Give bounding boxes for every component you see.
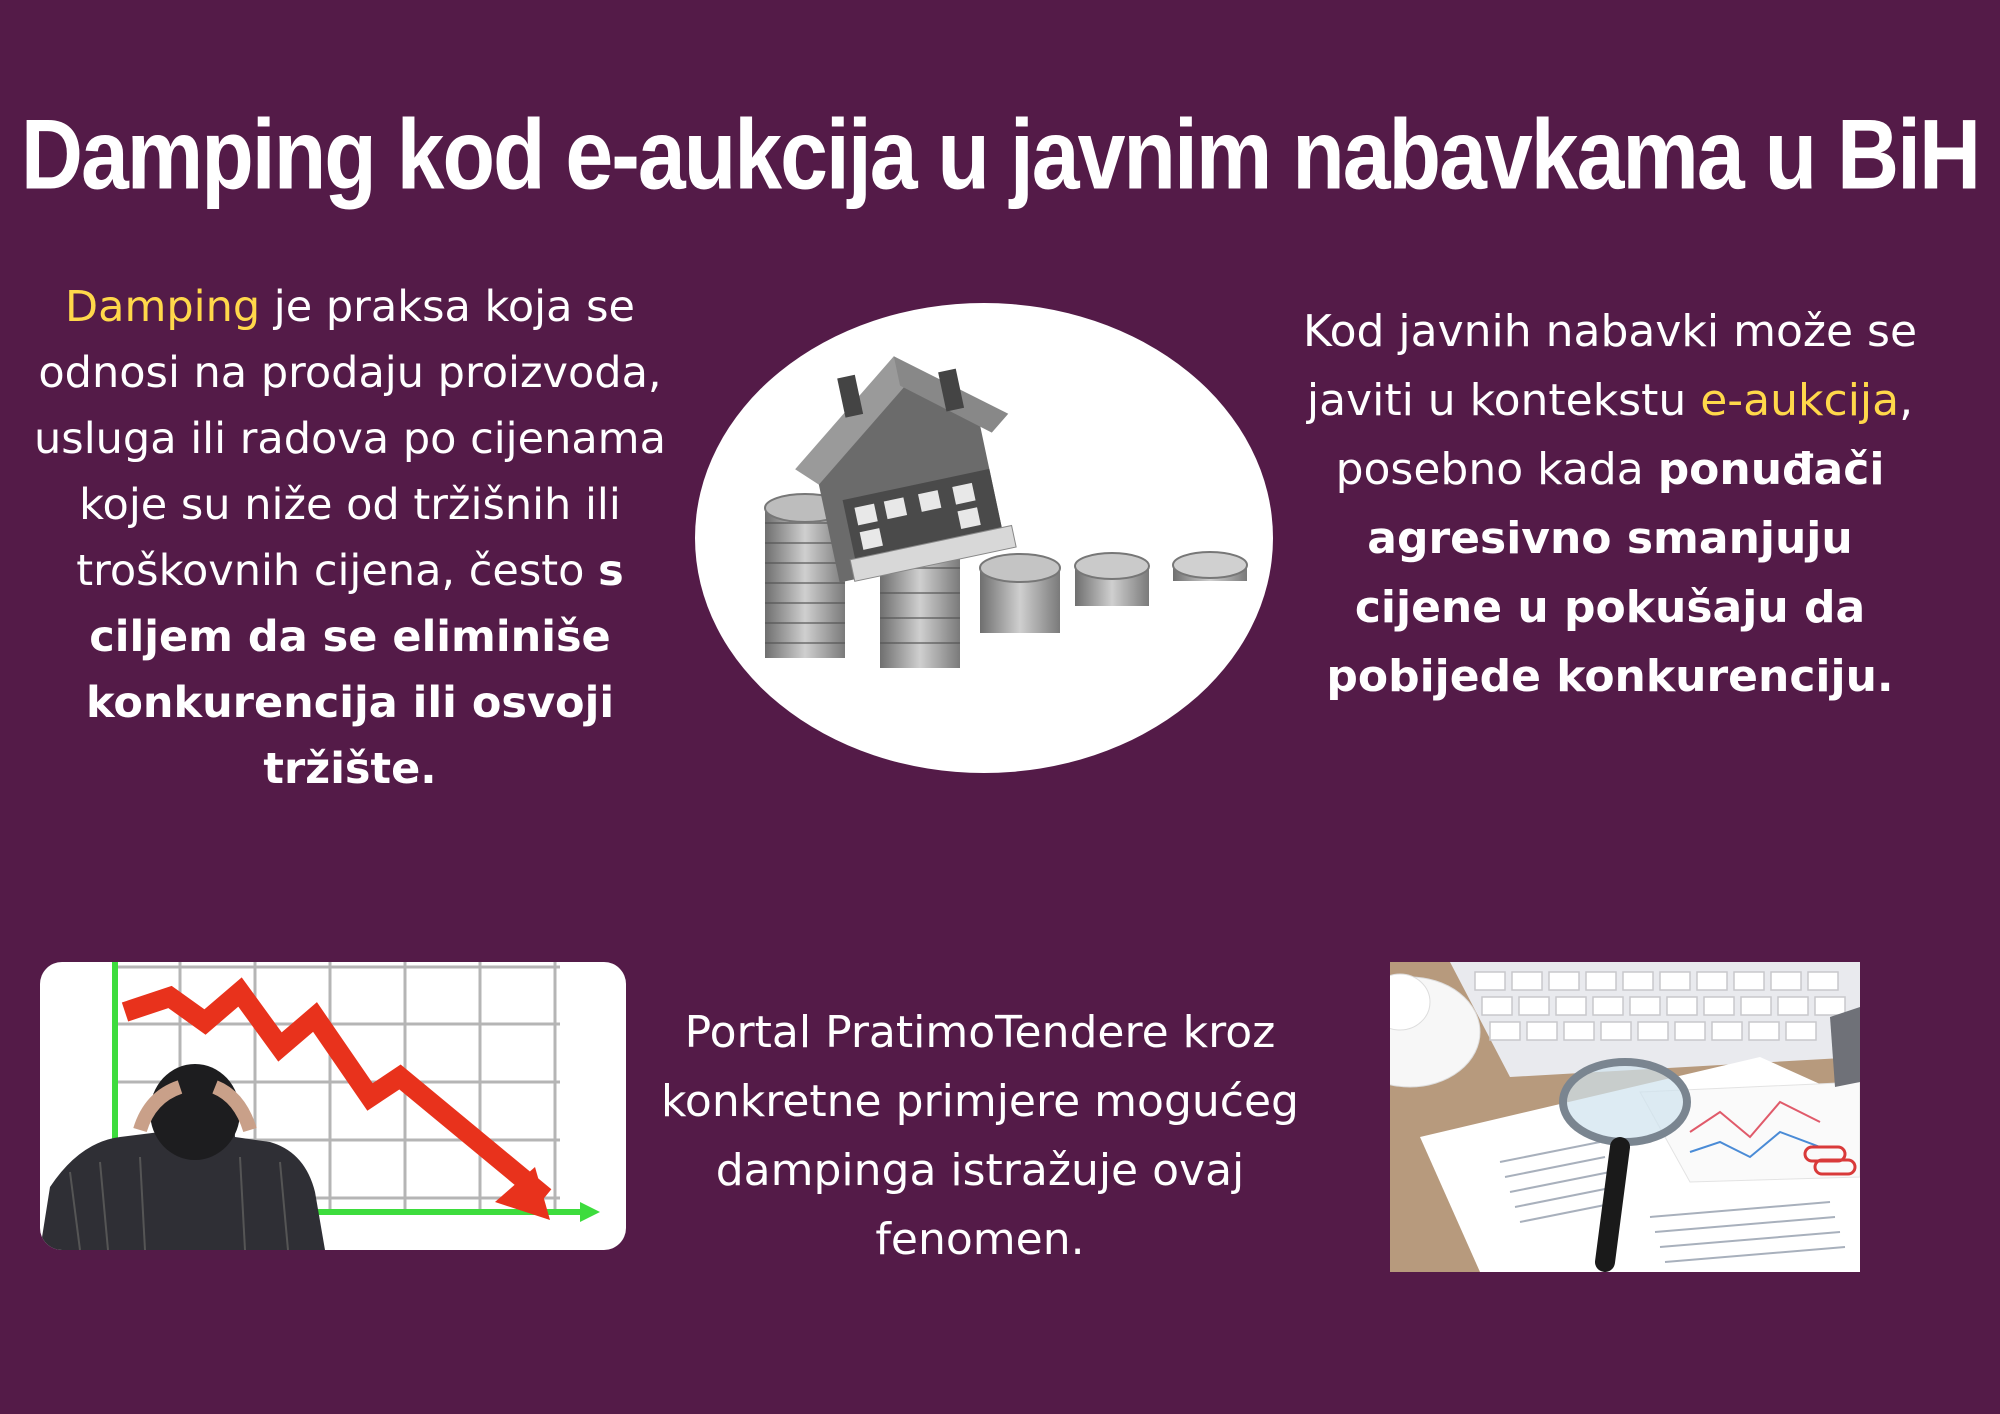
damping-term: Damping (64, 282, 261, 332)
e-auction-text-before: Kod javnih nabavki može se javiti u kontekstu (1302, 306, 1918, 426)
calculator (1830, 1007, 1860, 1087)
e-auction-text-after: , posebno kada (1335, 375, 1914, 495)
house-on-coins-image (695, 303, 1273, 773)
definition-bold: s ciljem da se eliminiše konkurencija ili osvoji tržište. (85, 546, 624, 794)
definition-text: je praksa koja se odnosi na prodaju proizvoda, usluga ili radova po cijenama koje su niže od tržišnih ili troškovnih cijena, često (34, 282, 666, 596)
e-auction-paragraph (1290, 297, 1930, 711)
coin-stack-short (1075, 553, 1149, 606)
e-auction-bold: ponuđači agresivno smanjuju cijene u pokušaju da pobijede konkurenciju. (1326, 444, 1894, 702)
worried-man (40, 1064, 325, 1250)
e-auction-term: e-aukcija (1700, 375, 1900, 426)
damping-definition (30, 274, 670, 802)
falling-chart-image (40, 962, 626, 1250)
single-coin (1173, 552, 1247, 581)
keyboard (1450, 962, 1860, 1077)
page-title: Damping kod e-aukcija u javnim nabavkama u BiH (20, 99, 1980, 210)
coin-stack-small (980, 554, 1060, 633)
portal-paragraph: Portal PratimoTendere kroz konkretne primjere mogućeg dampinga istražuje ovaj fenomen. (661, 1007, 1299, 1265)
magnifier-desk-image (1390, 962, 1860, 1272)
